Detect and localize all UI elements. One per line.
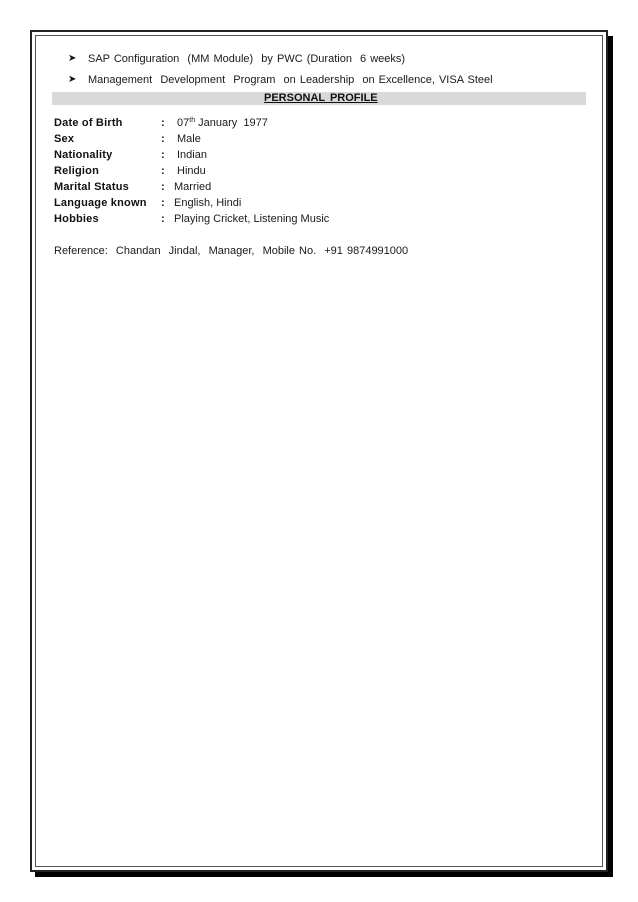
section-title: PERSONAL PROFILE [264,92,378,104]
dob-month-year: January 1977 [195,117,268,129]
profile-separator: : [161,133,165,145]
reference-text: Reference: Chandan Jindal, Manager, Mobile No. +91 9874991000 [54,245,409,257]
profile-value: Playing Cricket, Listening Music [174,213,330,225]
profile-value [177,115,268,131]
profile-separator: : [161,149,165,161]
profile-row-language-known [54,195,554,211]
profile-label: Sex [54,133,75,145]
dob-day: 07 [177,117,190,129]
dob-ordinal-suffix: th [189,117,196,124]
training-item-text: Management Development Program on Leadership on Excellence, VISA Steel [88,74,493,86]
profile-separator: : [161,197,165,209]
training-item-text: SAP Configuration (MM Module) by PWC (Duration 6 weeks) [88,53,406,65]
profile-value: Male [177,133,201,145]
profile-row-sex [54,131,554,147]
profile-row-religion [54,163,554,179]
arrowhead-bullet-icon: ➤ [68,74,77,85]
profile-row-marital-status [54,179,554,195]
arrowhead-bullet-icon: ➤ [68,53,77,64]
profile-value: Hindu [177,165,206,177]
profile-label: Nationality [54,149,113,161]
profile-value: English, Hindi [174,197,242,209]
profile-row-nationality [54,147,554,163]
profile-separator: : [161,181,165,193]
profile-label: Religion [54,165,99,177]
profile-label: Hobbies [54,213,99,225]
profile-label: Language known [54,197,147,209]
profile-value: Married [174,181,212,193]
profile-separator: : [161,117,165,129]
profile-separator: : [161,213,165,225]
profile-value: Indian [177,149,207,161]
profile-row-hobbies [54,211,554,227]
profile-label: Marital Status [54,181,129,193]
profile-separator: : [161,165,165,177]
profile-row-date-of-birth [54,115,554,131]
profile-label: Date of Birth [54,117,123,129]
